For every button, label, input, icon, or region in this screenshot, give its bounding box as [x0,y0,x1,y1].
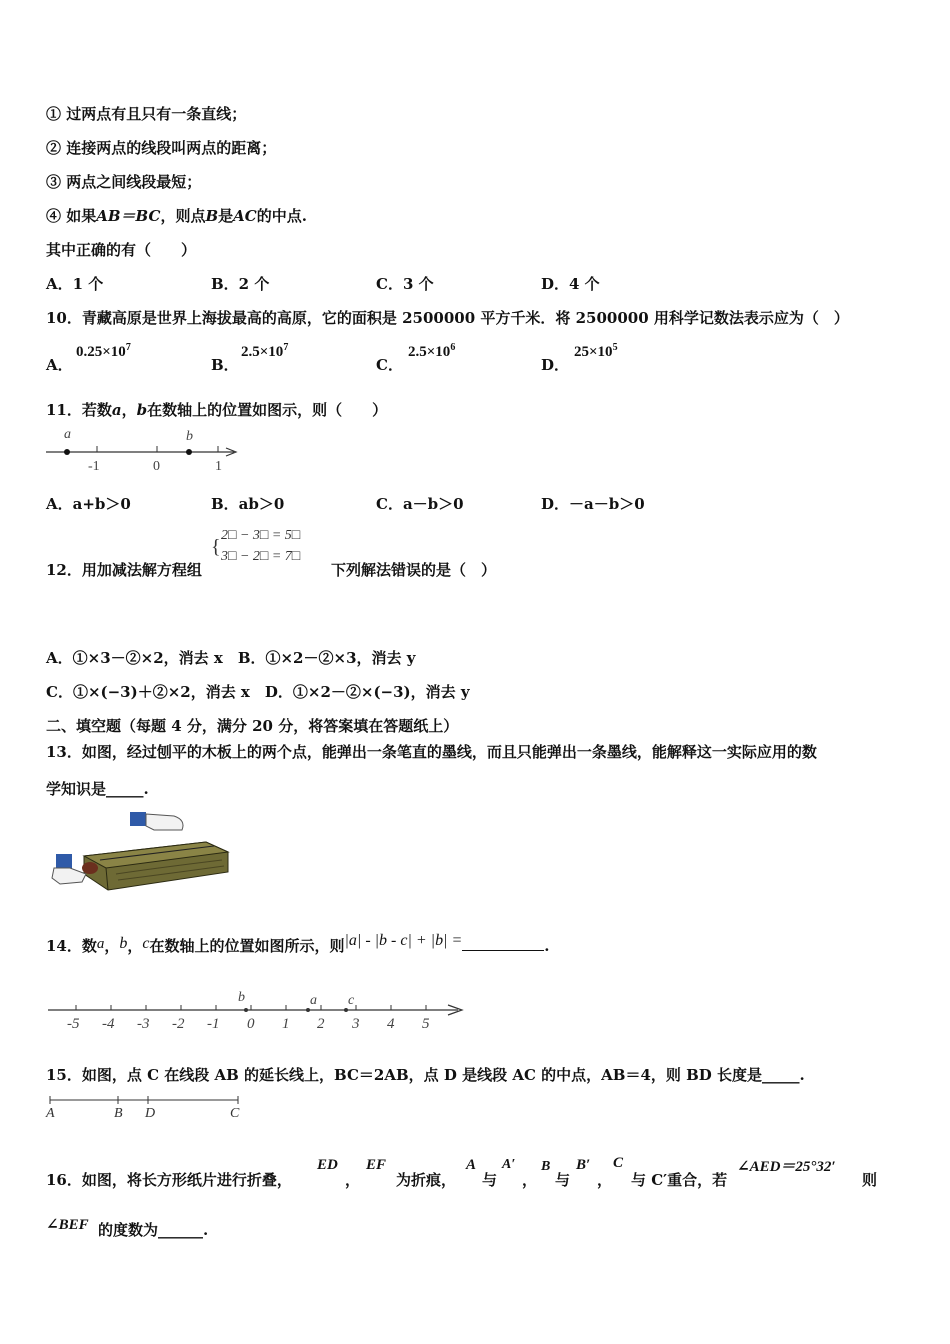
q14-point-a [306,1008,310,1012]
q14-label-a: a [310,993,317,1008]
q12-stem-pre: 12．用加减法解方程组 [46,561,202,579]
q13-hand-top [146,814,183,830]
q14-pre: 14．数 [46,937,97,955]
q9-stem: 其中正确的有（ ） [46,241,197,259]
q15-label-c: C [230,1106,240,1121]
q14-mid: 在数轴上的位置如图所示，则 [149,937,345,955]
q14-post: . [544,937,550,955]
q16-a-prime: A′ [502,1157,516,1172]
q14-tick-label: 4 [387,1016,395,1032]
q11-stem-post: 在数轴上的位置如图示，则（ ） [147,401,388,419]
q16-angle-bef: ∠BEF [46,1217,89,1233]
q14-tick-label: 2 [317,1016,325,1032]
q16-t4: 的度数为______. [98,1221,209,1239]
q14-tick-label: 3 [352,1016,360,1032]
q16-angle-aed: ∠AED＝25°32′ [737,1159,836,1175]
q12-eq2: 3□ − 2□ = 7□ [221,549,301,564]
q14-tick-label: -3 [137,1016,150,1032]
statement-2: ② 连接两点的线段叫两点的距离； [46,139,277,157]
q9-option-c: C．3 个 [376,275,434,293]
q16-comma3: ， [597,1171,613,1189]
q14-var-a: a [96,936,105,952]
statement-4-post: 的中点. [256,207,307,225]
q10-stem: 10．青藏高原是世界上海拔最高的高原，它的面积是 2500000 平方千米．将 2500000 用科学记数法表示应为（ ） [46,309,849,327]
q12-eq1: 2□ − 3□ = 5□ [221,528,301,543]
q11-option-c: C．a－b＞0 [376,495,464,513]
q10-mantissa-c: 2.5×10 [408,344,451,360]
q16-t1: 为折痕， [396,1171,457,1189]
q13-hand-left [52,868,86,884]
q11-var-b: b [136,401,148,419]
q14-tick-label: 1 [282,1016,290,1032]
q14-tick-label: -5 [67,1016,80,1032]
q10-mantissa-b: 2.5×10 [241,344,284,360]
q15-text: 15．如图，点 C 在线段 AB 的延长线上，BC＝2AB，点 D 是线段 AC 的中点，AB＝4，则 BD 长度是_____. [46,1066,805,1084]
q11-var-a: a [111,401,122,419]
q11-option-b: B．ab＞0 [211,495,285,513]
q16-pre: 16．如图，将长方形纸片进行折叠， [46,1171,292,1189]
q13-line2: 学知识是_____. [46,780,149,798]
statement-4-b: B [205,207,219,225]
q16-t2: 与 C′重合，若 [631,1171,728,1189]
q16-ed: ED [317,1157,338,1173]
q10-exponent-a: 7 [125,342,131,353]
q11-label-1: 1 [215,459,222,474]
q16-comma1: ， [345,1171,361,1189]
q14-sep2: ， [127,937,143,955]
section-2-heading: 二、填空题（每题 4 分，满分 20 分，将答案填在答题纸上） [46,717,459,735]
statement-3: ③ 两点之间线段最短； [46,173,202,191]
statement-1: ① 过两点有且只有一条直线； [46,105,247,123]
q11-point-b [186,449,192,455]
q14-tick-label: -4 [102,1016,115,1032]
q11-option-d: D．－a－b＞0 [541,495,645,513]
q10-mantissa-a: 0.25×10 [76,344,126,360]
q10-label-b: B． [211,356,239,374]
q10-exponent-c: 6 [450,342,456,353]
q14-answer-blank [462,936,544,951]
q16-yu2: 与 [555,1171,571,1189]
q9-option-d: D．4 个 [541,275,600,293]
q14-number-line [46,986,468,1034]
q15-label-b: B [114,1106,123,1121]
statement-4-eq: AB＝BC [96,207,161,225]
q10-mantissa-d: 25×10 [574,344,613,360]
q10-exponent-d: 5 [612,342,618,353]
q11-label-m1: -1 [88,459,100,474]
q9-option-a: A．1 个 [46,275,104,293]
q13-sleeve-top [130,812,146,826]
q14-label-b: b [238,990,245,1005]
q16-b: B [541,1159,551,1174]
q14-label-c: c [348,993,355,1008]
q10-option-a [76,342,131,361]
q10-exponent-b: 7 [283,342,289,353]
q11-stem-pre: 11．若数 [46,401,112,419]
q11-point-a [64,449,70,455]
q14-line [46,932,550,956]
q10-label-c: C． [376,356,403,374]
q14-tick-label: 5 [422,1016,430,1032]
statement-4 [46,205,307,226]
q15-label-a: A [46,1106,55,1121]
q14-tick-label: -2 [172,1016,185,1032]
q14-point-b [244,1008,248,1012]
q14-sep1: ， [104,937,120,955]
q14-expression: |a| - |b - c| + |b| = [344,932,463,949]
q13-line1: 13．如图，经过刨平的木板上的两个点，能弹出一条笔直的墨线，而且只能弹出一条墨线，能解释这一实际应用的数 [46,743,817,761]
q10-label-a: A． [46,356,73,374]
q9-option-b: B．2 个 [211,275,270,293]
q11-label-0: 0 [153,459,160,474]
q12-stem-post: 下列解法错误的是（ ） [331,561,497,579]
statement-4-pre: ④ 如果 [46,207,97,225]
q10-label-d: D． [541,356,570,374]
q14-point-c [344,1008,348,1012]
statement-4-mid: ，则点 [160,207,206,225]
q15-segment-figure [44,1092,248,1122]
statement-4-mid2: 是 [218,207,234,225]
q12-brace: { [211,536,221,558]
q10-option-b [241,342,288,361]
q11-label-b: b [186,429,193,444]
q13-wood-board-figure [46,808,232,900]
q16-t3: 则 [862,1171,878,1189]
q16-comma2: ， [522,1171,538,1189]
q13-ink-box [82,862,98,874]
q12-options-row2: C．①×(−3)＋②×2，消去 x D．①×2－②×(−3)，消去 y [46,683,470,701]
q11-option-a: A．a+b＞0 [46,495,131,513]
q16-b-prime: B′ [576,1157,591,1173]
q14-ticks [67,1005,430,1032]
q10-option-d [574,342,618,361]
q14-var-b: b [119,935,128,952]
q11-stem [46,399,387,420]
q11-number-line [44,424,244,474]
q14-var-c: c [142,935,150,952]
q15-label-d: D [145,1106,156,1121]
q10-option-c [408,342,455,361]
q12-options-row1: A．①×3－②×2，消去 x B．①×2－②×3，消去 y [46,649,416,667]
statement-4-ac: AC [233,207,257,225]
q11-comma: ， [121,401,137,419]
q14-tick-label: -1 [207,1016,220,1032]
q14-tick-label: 0 [247,1016,255,1032]
q16-ef: EF [366,1157,387,1173]
q11-label-a: a [64,427,71,442]
q16-yu1: 与 [482,1171,498,1189]
q16-c: C [613,1155,624,1171]
q16-a: A [466,1157,477,1173]
